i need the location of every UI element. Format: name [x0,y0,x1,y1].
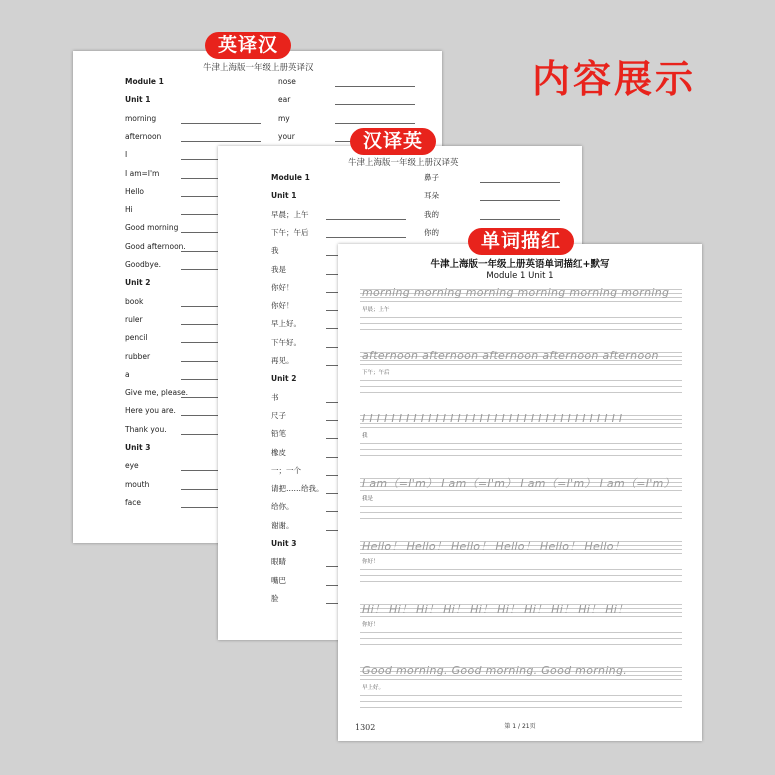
writing-line [360,569,682,570]
writing-line [360,317,682,318]
vocab-item: I am=I'm [125,168,160,178]
vocab-item: 耳朵 [424,191,439,201]
writing-line [360,695,682,696]
vocab-item: Here you are. [125,406,176,416]
vocab-item: my [278,113,290,123]
vocab-item: Good morning [125,223,179,233]
answer-line [480,200,560,201]
answer-line [181,123,261,124]
vocab-item: 下午好。 [271,337,301,347]
meaning-text: 我 [362,433,368,439]
writing-line [360,449,682,450]
writing-line [360,386,682,387]
headline: 内容展示 [532,57,697,101]
meaning-text: 你好！ [362,622,379,628]
trace-text: afternoon afternoon afternoon afternoon afternoon [362,349,659,362]
trace-text: Hi！ Hi！ Hi！ Hi！ Hi！ Hi！ Hi！ Hi！ Hi！ Hi！ [362,603,629,616]
tag-cn-to-en: 汉译英 [350,128,436,155]
vocab-item: 我是 [271,264,286,274]
vocab-item: 铅笔 [271,429,286,439]
answer-line [326,219,406,220]
vocab-item: Hello [125,186,145,196]
vocab-item: morning [125,113,157,123]
meaning-text: 早上好。 [362,685,385,691]
vocab-item: 嘴巴 [271,575,286,585]
answer-line [335,104,415,105]
answer-line [480,219,560,220]
vocab-item: 脸 [271,593,279,603]
vocab-item: Goodbye. [125,260,161,269]
answer-line [335,123,415,124]
vocab-item: 一；一个 [271,465,301,475]
tag-en-to-cn: 英译汉 [205,32,291,59]
vocab-item: 早上好。 [271,319,301,329]
page-code: 1302 [355,723,376,732]
vocab-item: eye [125,461,139,471]
writing-line [360,581,682,582]
sheet-title: 牛津上海版一年级上册汉译英 [348,158,459,168]
section-heading: Module 1 [271,173,310,182]
writing-line [360,638,682,639]
section-heading: Module 1 [125,77,164,86]
writing-line [360,512,682,513]
vocab-item: 再见。 [271,356,294,365]
vocab-item: afternoon [125,131,162,141]
vocab-item: face [125,497,141,507]
writing-line [360,575,682,576]
section-heading: Unit 3 [271,539,297,548]
trace-text: morning morning morning morning morning morning [362,286,670,299]
trace-text: Good morning. Good morning. Good morning. [362,664,628,677]
sheet-subtitle: Module 1 Unit 1 [486,271,554,281]
vocab-item: 早晨；上午 [271,209,309,219]
trace-text: Hello！ Hello！ Hello！ Hello！ Hello！ Hello！ [362,540,626,553]
meaning-text: 我是 [362,496,374,502]
section-heading: Unit 3 [125,443,151,452]
vocab-item: your [278,131,295,141]
page-number: 第 1 / 21页 [504,723,536,730]
writing-line [360,632,682,633]
vocab-item: book [125,296,144,306]
writing-line [360,380,682,381]
writing-line [360,443,682,444]
section-heading: Unit 1 [271,191,297,201]
meaning-text: 早晨；上午 [362,307,390,313]
vocab-item: 你的 [424,227,439,237]
trace-text: I I I I I I I I I I I I I I I I I I I I I I I I I I I I I I I I I I I I [362,412,623,425]
writing-line [360,329,682,330]
writing-line [360,707,682,708]
vocab-item: Hi [125,205,133,215]
section-heading: Unit 2 [271,374,297,384]
vocab-item: 谢谢。 [271,520,294,530]
guide-line [360,301,682,302]
guide-line [360,364,682,365]
vocab-item: 鼻子 [424,173,439,182]
vocab-item: nose [278,77,296,86]
sheet-title: 牛津上海版一年级上册英译汉 [203,63,314,73]
writing-line [360,506,682,507]
answer-line [326,237,406,238]
vocab-item: 我的 [424,209,439,219]
vocab-item: 请把……给我。 [271,484,324,494]
worksheet-tracing [338,244,702,741]
vocab-item: 你好！ [271,282,294,292]
vocab-item: ear [278,95,291,105]
meaning-text: 下午；午后 [362,370,390,376]
writing-line [360,455,682,456]
vocab-item: a [125,369,130,379]
writing-line [360,392,682,393]
guide-line [360,679,682,680]
vocab-item: Thank you. [125,424,167,434]
vocab-item: 尺子 [271,410,286,420]
vocab-item: 你好！ [271,301,294,311]
writing-line [360,323,682,324]
answer-line [181,141,261,142]
vocab-item: Good afternoon. [125,241,186,251]
tag-tracing: 单词描红 [468,228,574,255]
vocab-item: 下午；午后 [271,227,309,237]
answer-line [335,86,415,87]
answer-line [480,182,560,183]
writing-line [360,644,682,645]
sheet-title: 牛津上海版一年级上册英语单词描红+默写 [430,259,610,270]
vocab-item: 眼睛 [271,557,286,567]
vocab-item: 橡皮 [271,447,286,457]
vocab-item: Give me, please. [125,388,188,398]
vocab-item: mouth [125,479,150,489]
writing-line [360,701,682,702]
vocab-item: 我 [271,246,279,256]
vocab-item: ruler [125,314,143,324]
vocab-item: pencil [125,333,148,343]
vocab-item: 书 [271,392,279,402]
section-heading: Unit 1 [125,95,151,105]
writing-line [360,518,682,519]
vocab-item: rubber [125,351,151,361]
vocab-item: 给你。 [271,502,294,512]
section-heading: Unit 2 [125,278,151,288]
vocab-item: I [125,150,128,160]
meaning-text: 你好！ [362,559,379,565]
trace-text: I am（=I'm） I am（=I'm） I am（=I'm） I am（=I'm） [362,477,675,490]
guide-line [360,427,682,428]
